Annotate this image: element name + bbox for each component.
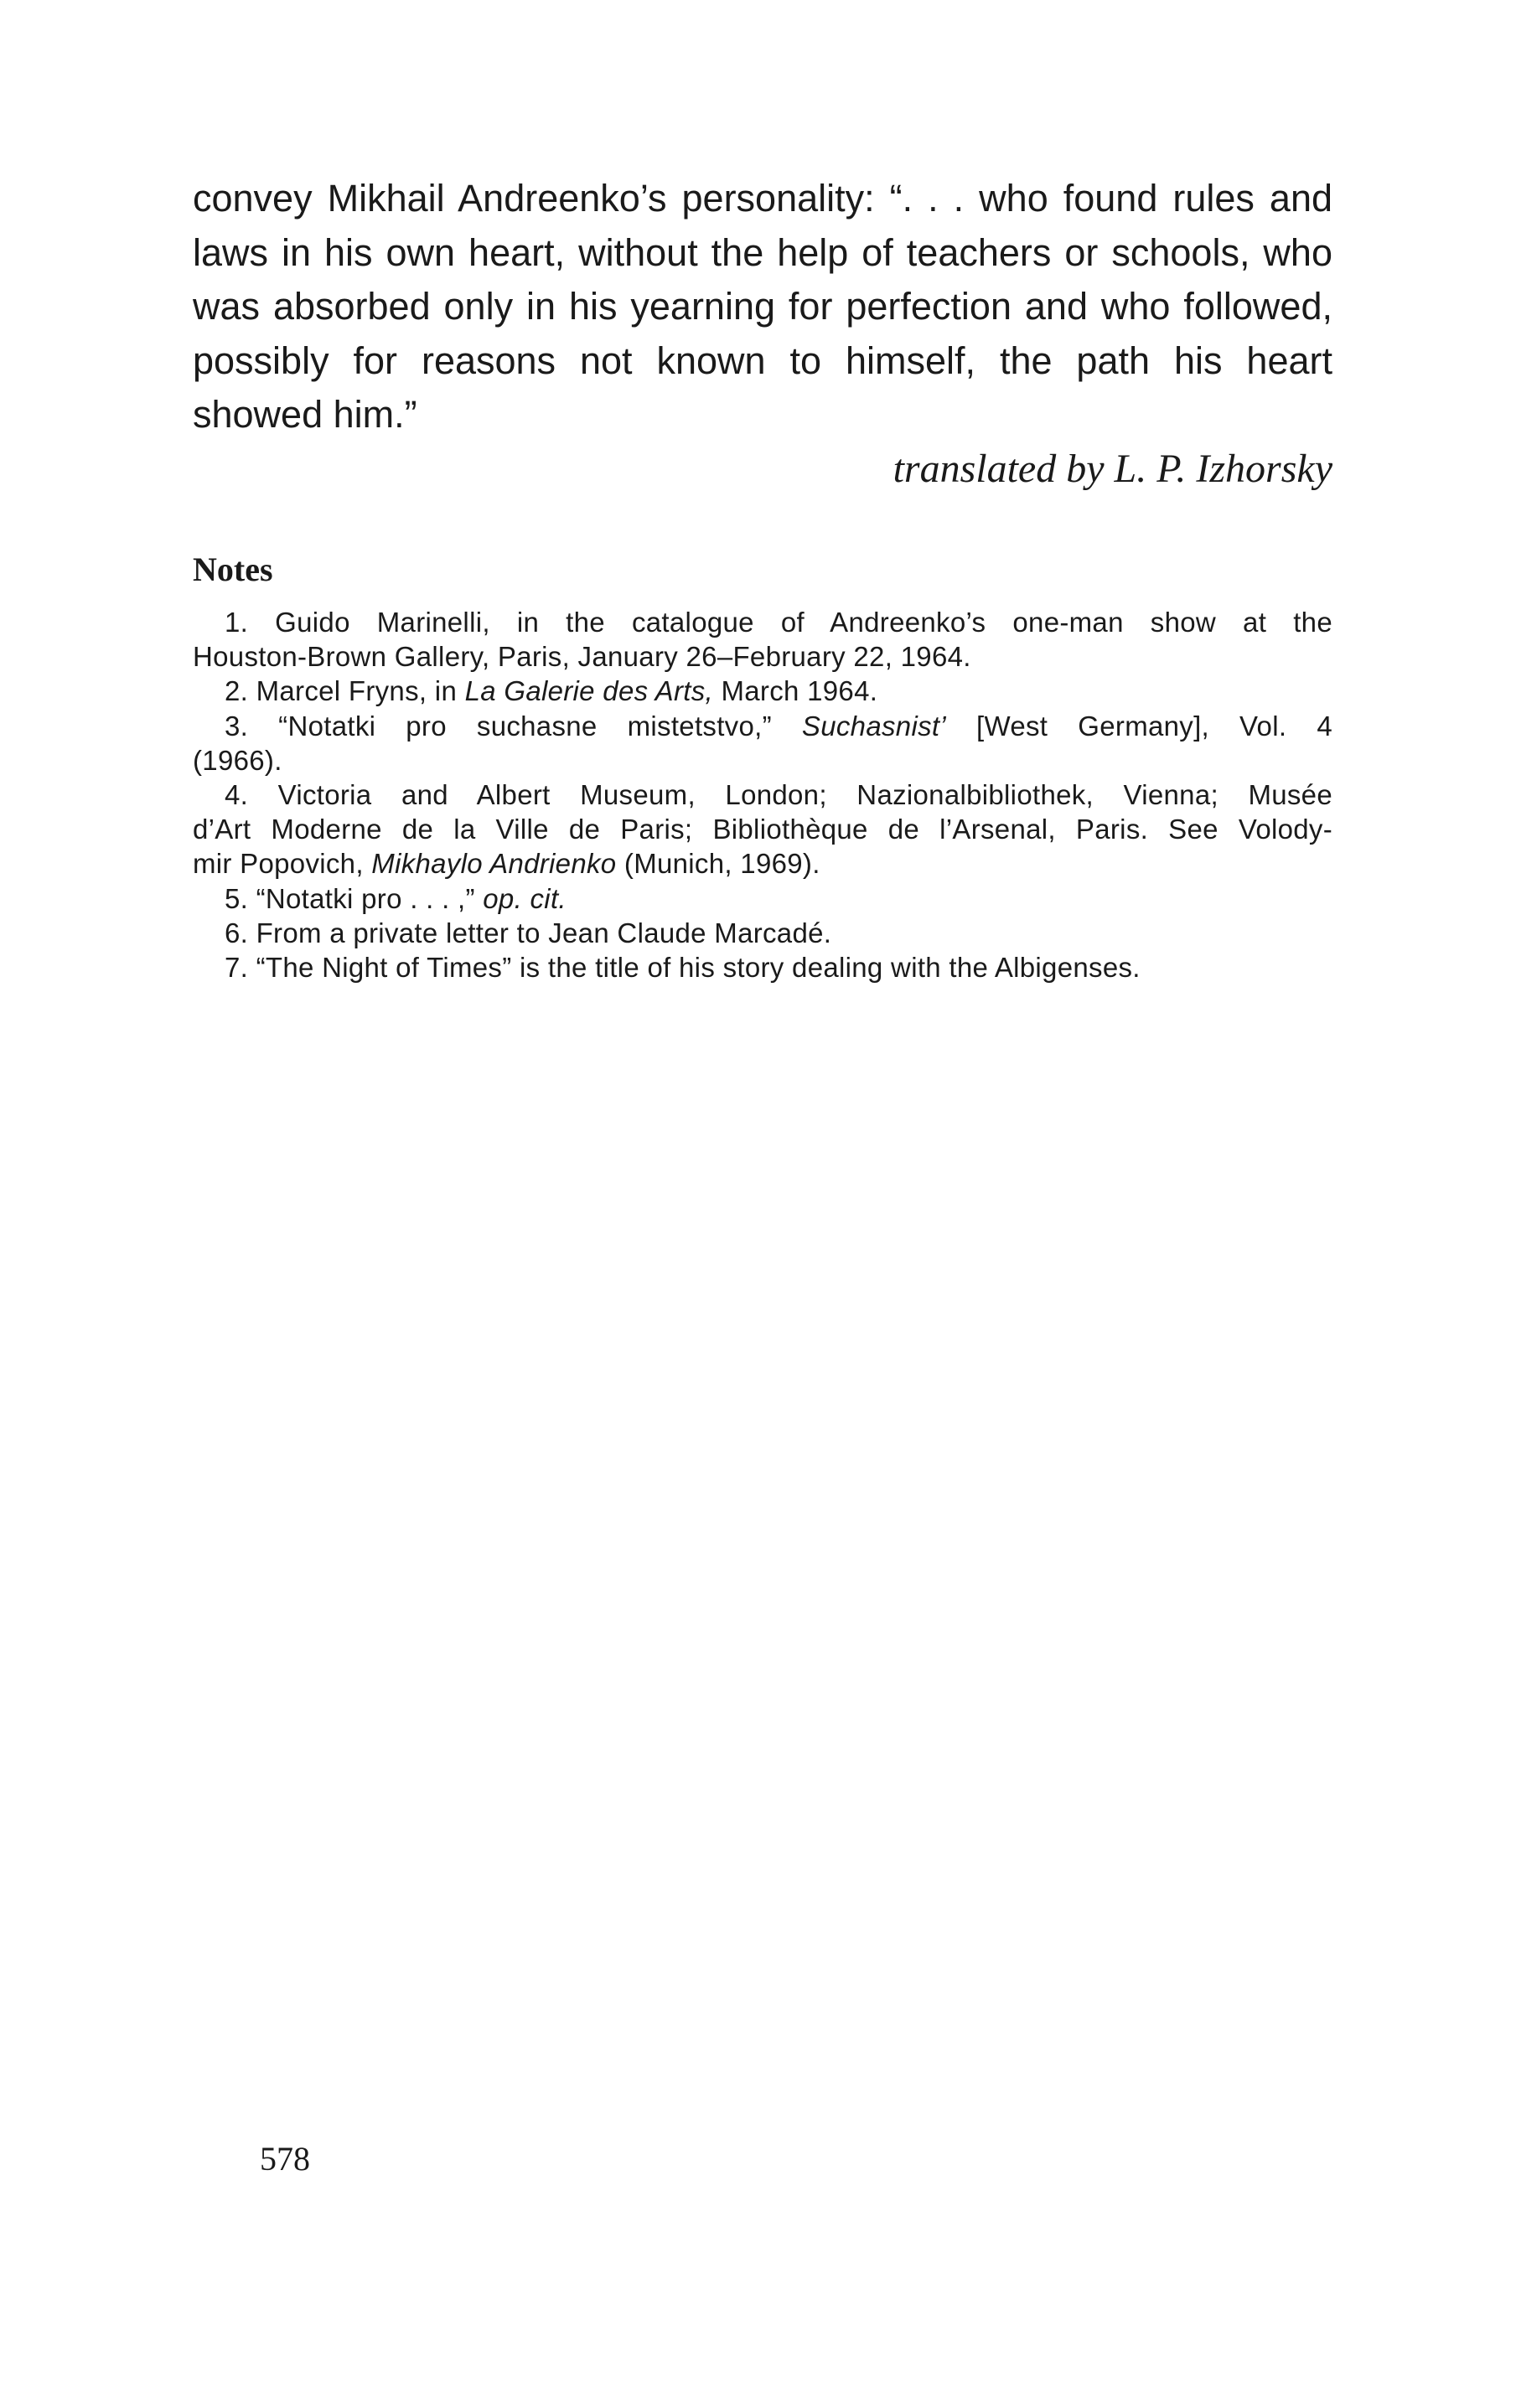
note-1-line-2: Houston-Brown Gallery, Paris, January 26–February 22, 1964. (193, 641, 971, 673)
notes-list (193, 605, 1332, 984)
note-2 (193, 674, 1332, 708)
note-1-line-1: 1. Guido Marinelli, in the catalogue of Andreenko’s one-man show at the (225, 607, 1332, 638)
paragraph-line: showed him.” (193, 393, 417, 436)
note-4-title: Mikhaylo Andrienko (371, 848, 617, 880)
note-3-prefix: 3. “Notatki pro suchasne mistetstvo,” (225, 710, 802, 742)
note-4-line-2: d’Art Moderne de la Ville de Paris; Bibliothèque de l’Arsenal, Paris. See Volody- (193, 814, 1332, 845)
note-4-line-3 (193, 846, 1332, 881)
note-5-title: op. cit. (483, 882, 567, 914)
page-number: 578 (260, 2140, 310, 2178)
paragraph-line: laws in his own heart, without the help of teachers or schools, who (193, 230, 1332, 274)
translator-credit: translated by L. P. Izhorsky (893, 447, 1332, 491)
note-2-title: La Galerie des Arts, (464, 675, 713, 707)
note-2-prefix: 2. Marcel Fryns, in (225, 675, 465, 707)
note-3-title: Suchasnist’ (801, 710, 946, 742)
paragraph-line: possibly for reasons not known to himself, the path his heart (193, 338, 1332, 382)
note-7: 7. “The Night of Times” is the title of his story dealing with the Albigenses. (225, 952, 1141, 984)
note-6: 6. From a private letter to Jean Claude Marcadé. (225, 917, 832, 948)
note-4-prefix: mir Popovich, (193, 848, 372, 880)
paragraph-line: was absorbed only in his yearning for perfection and who followed, (193, 285, 1332, 328)
main-paragraph (193, 172, 1332, 442)
note-3-line-2: (1966). (193, 744, 282, 776)
note-4-line-1: 4. Victoria and Albert Museum, London; Nazionalbibliothek, Vienna; Musée (225, 779, 1332, 811)
note-4-suffix: (Munich, 1969). (616, 848, 820, 880)
note-5 (193, 881, 1332, 916)
note-5-prefix: 5. “Notatki pro . . . ,” (225, 882, 484, 914)
note-3-suffix: [West Germany], Vol. 4 (945, 710, 1332, 742)
note-2-suffix: March 1964. (713, 675, 878, 707)
notes-heading: Notes (193, 550, 273, 588)
note-3-line-1 (193, 709, 1332, 743)
paragraph-line: convey Mikhail Andreenko’s personality: “. . . who found rules and (193, 177, 1332, 220)
